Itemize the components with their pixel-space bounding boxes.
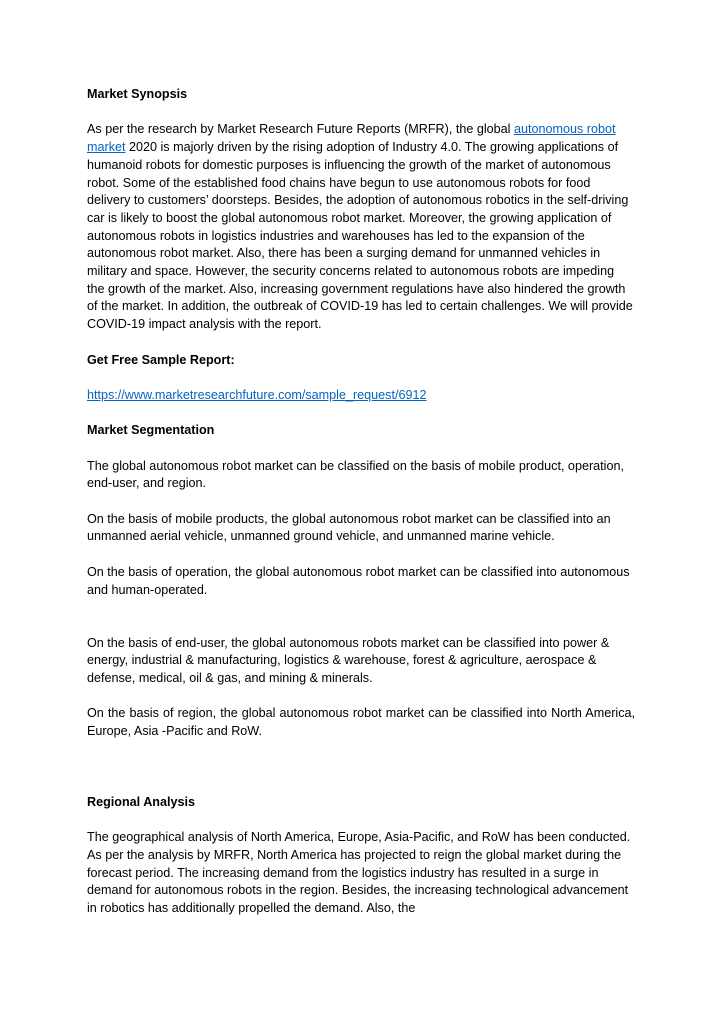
- spacer: [87, 405, 635, 423]
- synopsis-text-start: As per the research by Market Research Future Reports (MRFR), the global: [87, 122, 514, 137]
- spacer: [87, 104, 635, 122]
- paragraph-regional-analysis: The geographical analysis of North America, Europe, Asia-Pacific, and RoW has been conducted. As per the analysis by MRFR, North America has projected to reign the global market during the forecast period. The increasing demand from the logistics industry has resulted in a surge in demand for autonomous robots in the region. Besides, the increasing technological advancement in robotics has additionally propelled the demand. Also, the: [87, 830, 631, 916]
- section-heading-free-sample: Get Free Sample Report:: [87, 352, 235, 367]
- section-heading-market-segmentation: Market Segmentation: [87, 423, 215, 438]
- paragraph-segmentation-operation: On the basis of operation, the global autonomous robot market can be classified into autonomous and human-operated.: [87, 564, 630, 597]
- spacer: [87, 334, 635, 352]
- paragraph-segmentation-region: On the basis of region, the global autonomous robot market can be classified into North America, Europe, Asia -Pacific and RoW.: [87, 706, 635, 739]
- paragraph-segmentation-mobile: On the basis of mobile products, the global autonomous robot market can be classified into an unmanned aerial vehicle, unmanned ground vehicle, and unmanned marine vehicle.: [87, 511, 611, 544]
- autonomous-robot-market-link[interactable]: autonomous robot market: [87, 122, 616, 155]
- sample-link-line: [87, 387, 635, 405]
- spacer: [87, 440, 635, 458]
- spacer: [87, 812, 635, 830]
- sample-request-link[interactable]: https://www.marketresearchfuture.com/sample_request/6912: [87, 387, 427, 402]
- paragraph-segmentation-intro: The global autonomous robot market can be classified on the basis of mobile product, operation, end-user, and region.: [87, 458, 624, 491]
- section-heading-regional-analysis: Regional Analysis: [87, 794, 196, 809]
- spacer: [87, 493, 635, 511]
- paragraph-segmentation-end-user: On the basis of end-user, the global autonomous robots market can be classified into power & energy, industrial & manufacturing, logistics & warehouse, forest & agriculture, aerospace & defense, medical, oil & gas, and mining & minerals.: [87, 635, 610, 686]
- spacer: [87, 688, 635, 706]
- spacer: [87, 741, 635, 794]
- section-heading-market-synopsis: Market Synopsis: [87, 87, 188, 101]
- synopsis-text-end: 2020 is majorly driven by the rising adoption of Industry 4.0. The growing applications of humanoid robots for domestic purposes is influencing the growth of the market of autonomous robot. Some of the established food chains have begun to use autonomous robots for food delivery to customers’ doorsteps. Besides, the adoption of autonomous robotics in the self-driving car is likely to boost the global autonomous robot market. Moreover, the growing application of autonomous robots in logistics industries and warehouses has led to the expansion of the autonomous robot market. Also, there has been a surging demand for unmanned vehicles in military and space. However, the security concerns related to autonomous robots are impeding the growth of the market. Also, increasing government regulations have also hindered the growth of the market. In addition, the outbreak of COVID-19 has led to certain challenges. We will provide COVID-19 impact analysis with the report.: [87, 140, 633, 332]
- spacer: [87, 369, 635, 387]
- document-page: [87, 86, 635, 918]
- spacer: [87, 599, 635, 634]
- paragraph-market-synopsis: [87, 121, 635, 333]
- spacer: [87, 546, 635, 564]
